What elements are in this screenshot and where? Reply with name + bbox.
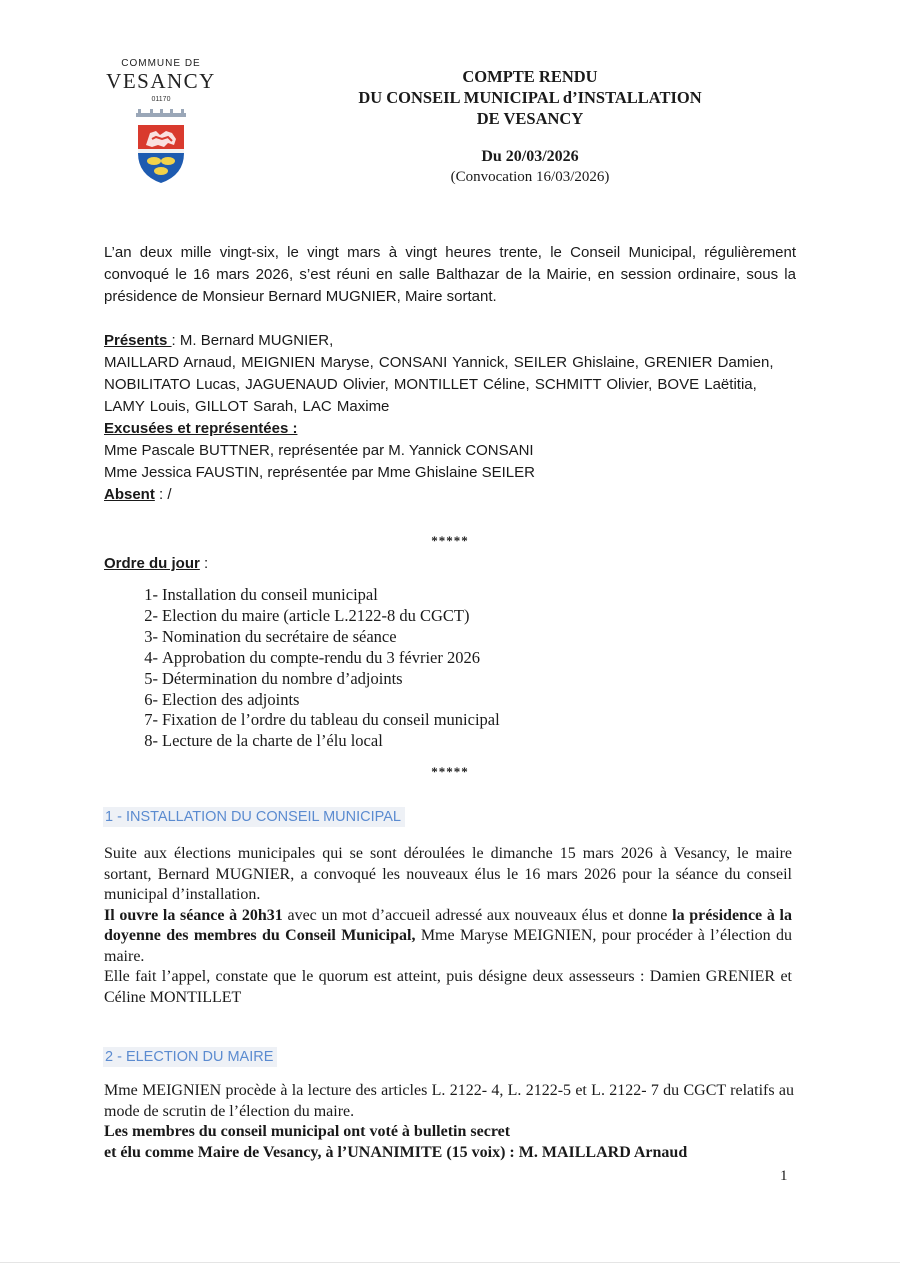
separator-stars-1: ***** — [431, 533, 469, 548]
agenda-item: 3- Nomination du secrétaire de séance — [144, 626, 397, 646]
excused-label: Excusées et représentées : — [104, 420, 298, 437]
section-2-heading — [103, 1047, 277, 1067]
presents-list: MAILLARD Arnaud, MEIGNIEN Maryse, CONSANI Yannick, SEILER Ghislaine, GRENIER Damien, NOBILITATO Lucas, JAGUENAUD Olivier, MONTILLET Céline, SCHMITT Olivier, BOVE Laëtitia, LAMY Louis, GILLOT Sarah, LAC Maxime — [104, 354, 774, 415]
presents-first: : M. Bernard MUGNIER, — [171, 332, 334, 349]
title-line-3: DE VESANCY — [476, 109, 584, 128]
section-1-title: 1 - INSTALLATION DU CONSEIL MUNICIPAL — [103, 807, 405, 827]
presents-label: Présents — [104, 332, 172, 349]
title-line-1: COMPTE RENDU — [462, 67, 598, 86]
agenda-heading — [104, 553, 208, 575]
document-header — [300, 66, 760, 187]
section-1-paragraph-3: Elle fait l’appel, constate que le quorum est atteint, puis désigne deux assesseurs : Damien GRENIER et Céline MONTILLET — [104, 968, 792, 1006]
agenda-item: 7- Fixation de l’ordre du tableau du conseil municipal — [144, 710, 500, 730]
agenda-label-suffix: : — [199, 555, 209, 572]
section-1-paragraph-2: Il ouvre la séance à 20h31 avec un mot d’accueil adressé aux nouveaux élus et donne la présidence à la doyenne des membres du Conseil Municipal, Mme Maryse MEIGNIEN, pour procéder à l’élection du maire. — [104, 906, 793, 965]
agenda-item: 6- Election des adjoints — [144, 689, 300, 709]
section-2-body — [104, 1081, 794, 1163]
attendance-block — [104, 330, 796, 506]
agenda-item: 4- Approbation du compte-rendu du 3 février 2026 — [144, 647, 480, 667]
absent-label: Absent — [104, 486, 155, 503]
footer-divider — [0, 1262, 900, 1263]
agenda-label: Ordre du jour — [104, 555, 200, 572]
agenda-item: 5- Détermination du nombre d’adjoints — [144, 668, 403, 688]
coat-of-arms-icon — [130, 109, 192, 185]
logo-zip-code: 01170 — [151, 96, 171, 103]
page-number: 1 — [780, 1168, 788, 1184]
section-1-body — [104, 844, 792, 1008]
municipal-logo — [96, 58, 226, 185]
agenda-item: 1- Installation du conseil municipal — [144, 585, 378, 604]
intro-paragraph: L’an deux mille vingt-six, le vingt mars à vingt heures trente, le Conseil Municipal, régulièrement convoqué le 16 mars 2026, s’est réuni en salle Balthazar de la Mairie, en session ordinaire, sous la présidence de Monsieur Bernard MUGNIER, Maire sortant. — [104, 244, 796, 305]
title-line-2: DU CONSEIL MUNICIPAL d’INSTALLATION — [358, 88, 702, 107]
logo-town-name: VESANCY — [106, 69, 216, 93]
separator-stars-2: ***** — [431, 764, 469, 779]
section-1-paragraph-1: Suite aux élections municipales qui se sont déroulées le dimanche 15 mars 2026 à Vesancy, le maire sortant, Bernard MUGNIER, a convoqué les nouveaux élus le 16 mars 2026 pour la séance du conseil municipal d’installation. — [104, 845, 792, 903]
absent-value: : / — [154, 486, 172, 503]
presents-line — [104, 330, 796, 352]
section-2-result-line: et élu comme Maire de Vesancy, à l’UNANIMITE (15 voix) : M. MAILLARD Arnaud — [104, 1143, 688, 1161]
excused-item-2: Mme Jessica FAUSTIN, représentée par Mme Ghislaine SEILER — [104, 464, 535, 481]
meeting-date: Du 20/03/2026 — [481, 148, 579, 165]
logo-commune-label: COMMUNE DE — [121, 58, 201, 69]
section-2-vote-line: Les membres du conseil municipal ont voté à bulletin secret — [104, 1123, 511, 1140]
agenda-item: 2- Election du maire (article L.2122-8 du CGCT) — [144, 605, 470, 625]
section-1-heading — [103, 807, 405, 827]
excused-item-1: Mme Pascale BUTTNER, représentée par M. Yannick CONSANI — [104, 442, 534, 459]
agenda-list — [132, 585, 500, 752]
section-2-title: 2 - ELECTION DU MAIRE — [103, 1047, 277, 1067]
absent-line — [104, 484, 796, 506]
section-2-paragraph-1: Mme MEIGNIEN procède à la lecture des articles L. 2122- 4, L. 2122-5 et L. 2122- 7 du CGCT relatifs au mode de scrutin de l’élection du maire. — [104, 1082, 794, 1120]
agenda-item: 8- Lecture de la charte de l’élu local — [144, 731, 383, 751]
convocation-date: (Convocation 16/03/2026) — [450, 169, 610, 185]
